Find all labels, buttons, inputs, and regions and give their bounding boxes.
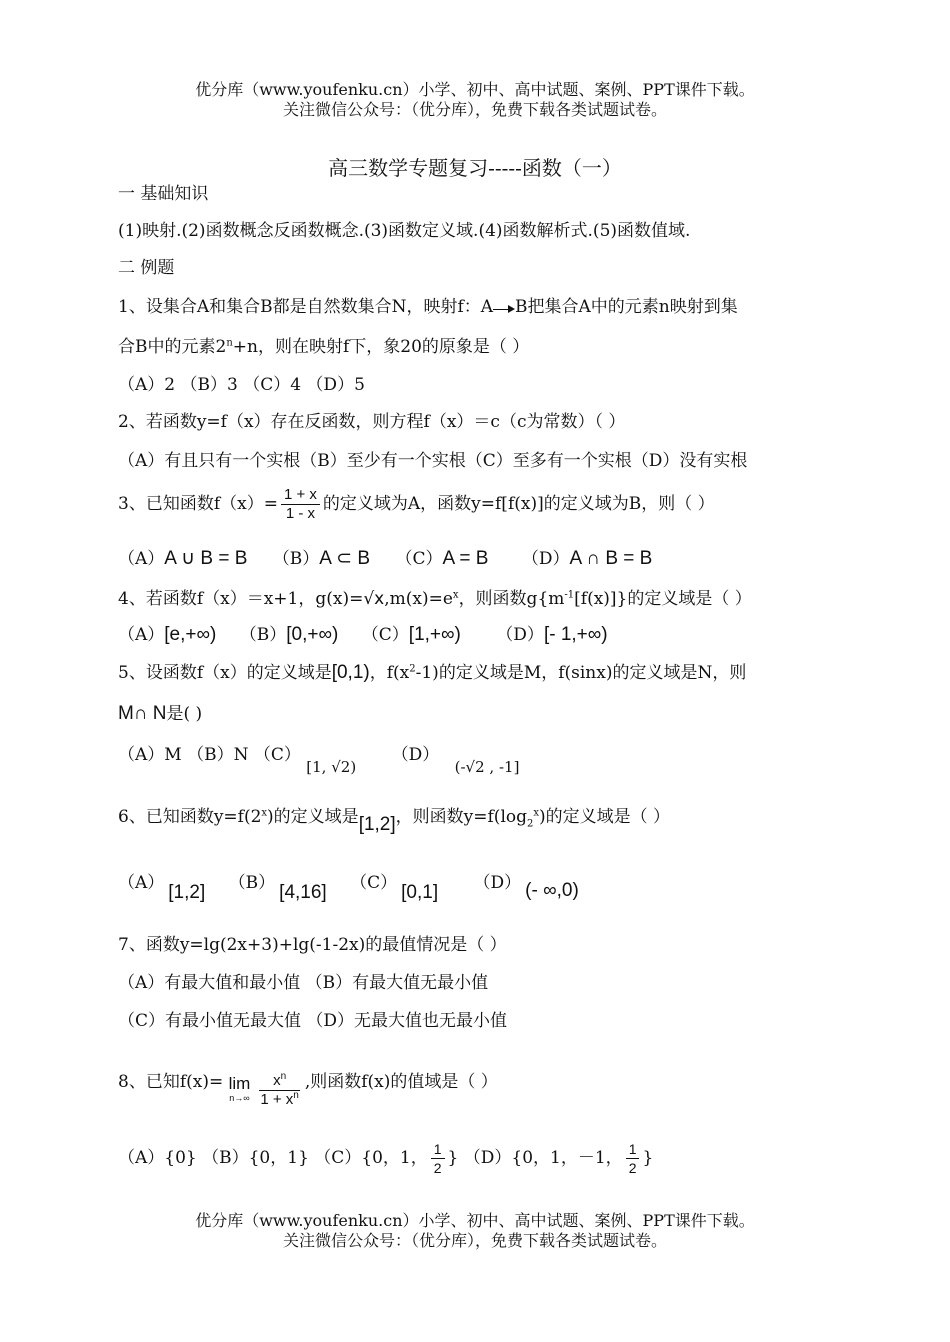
q4-sup: x: [452, 589, 459, 601]
q3-option-c: A = B: [442, 548, 489, 569]
q8-lim: [228, 1073, 251, 1105]
q8-fraction: [257, 1072, 302, 1109]
q3-option-d: A ∩ B = B: [569, 548, 653, 569]
q4-option-b: [0,+∞): [286, 624, 339, 645]
question-7-text: 7、函数y=lg(2x+3)+lg(-1-2x)的最值情况是（ ）: [118, 935, 507, 955]
question-1-options: （A）2 （B）3 （C）4 （D）5: [118, 375, 365, 395]
q4-option-a: [e,+∞): [164, 624, 217, 645]
q8-den-text: 1 + x: [260, 1091, 294, 1108]
question-4-options: [118, 624, 608, 646]
q5-sup: 2: [409, 663, 416, 675]
q8-half-c-num: 1: [431, 1140, 445, 1159]
q1-text-b: B把集合A中的元素n映射到集: [515, 297, 738, 317]
q6-option-b-label: （B）: [228, 873, 276, 893]
q8-post: ,则函数f(x)的值域是（ ）: [304, 1072, 498, 1092]
q6-option-a-label: （A）: [118, 873, 165, 893]
question-7-options-2: （C）有最小值无最大值 （D）无最大值也无最小值: [118, 1011, 508, 1031]
q4-option-b-label: （B）: [239, 625, 287, 645]
page-title: 高三数学专题复习-----函数（一）: [328, 156, 622, 180]
question-6-text: [118, 806, 671, 835]
q8-options-abc: （A）{0} （B）{0，1} （C）{0，1，: [118, 1148, 428, 1168]
q4-option-d: [- 1,+∞): [543, 624, 608, 645]
mapping-arrow-icon: [493, 303, 515, 313]
q6-option-c-label: （C）: [350, 873, 398, 893]
q6-domain: [1,2]: [358, 814, 396, 835]
question-7-options-1: （A）有最大值和最小值 （B）有最大值无最小值: [118, 973, 489, 993]
q3-numerator: 1 + x: [281, 486, 320, 505]
section-heading-examples: 二 例题: [118, 258, 175, 278]
question-3-options: [118, 548, 652, 570]
question-8-options: [118, 1140, 653, 1177]
question-6-options: [118, 872, 579, 903]
question-5-line-2: [118, 703, 202, 725]
q8-den-sup: n: [293, 1090, 299, 1101]
question-1-line-1: [118, 296, 738, 318]
question-4-text: [118, 588, 752, 610]
q8-lim-sub: n→∞: [229, 1092, 250, 1103]
q3-post: 的定义域为A，函数y=f[f(x)]的定义域为B，则（ ）: [322, 494, 715, 514]
q4-pre: 4、若函数f（x）＝x+1，g(x)=: [118, 589, 364, 609]
basics-list: (1)映射.(2)函数概念反函数概念.(3)函数定义域.(4)函数解析式.(5)函数值域.: [118, 221, 691, 241]
q6-post2: )的定义域是（ ）: [539, 807, 671, 827]
q5-line2: 是( ): [166, 704, 203, 724]
q1-text-a: 1、设集合A和集合B都是自然数集合N，映射f：A: [118, 297, 494, 317]
question-2-options: （A）有且只有一个实根（B）至少有一个实根（C）至多有一个实根（D）没有实根: [118, 451, 748, 471]
q8-limit-expression: [229, 1072, 305, 1109]
q4-option-c: [1,+∞): [408, 624, 461, 645]
question-5-options: [118, 744, 520, 776]
q4-post2: [f(x)]}的定义域是（ ）: [574, 589, 752, 609]
q1-sup: n: [226, 337, 233, 349]
footer-line-1: 优分库（www.youfenku.cn）小学、初中、高中试题、案例、PPT课件下载。: [195, 1211, 755, 1230]
q8-pre: 8、已知f(x)=: [118, 1072, 224, 1092]
q3-option-a-label: （A）: [118, 549, 165, 569]
q5-option-c: [1, √2): [306, 758, 357, 776]
q8-num-x: x: [273, 1072, 281, 1089]
q6-sup2: x: [533, 807, 540, 819]
q8-half-d-num: 1: [626, 1140, 640, 1159]
q4-option-d-label: （D）: [496, 625, 544, 645]
q5-domain: [0,1): [331, 662, 370, 683]
question-8-text: [118, 1064, 498, 1108]
q8-option-d: （D）{0，1，－1，: [463, 1148, 623, 1168]
question-2-text: 2、若函数y=f（x）存在反函数，则方程f（x）＝c（c为常数）（ ）: [118, 412, 626, 432]
q8-denominator: [257, 1091, 302, 1109]
q6-sup: x: [261, 807, 268, 819]
q4-post1: ，则函数g{m: [458, 589, 565, 609]
q5-post: -1)的定义域是M，f(sinx)的定义域是N，则: [415, 663, 747, 683]
q3-option-c-label: （C）: [395, 549, 443, 569]
q8-option-d-end: }: [642, 1148, 654, 1168]
q8-half-c-den: 2: [433, 1160, 442, 1176]
q5-mid: ，f(x: [369, 663, 410, 683]
q3-option-d-label: （D）: [521, 549, 570, 569]
q5-option-d: (-√2 , -1]: [454, 758, 520, 776]
q5-pre: 5、设函数f（x）的定义域是: [118, 663, 332, 683]
q1-line2-a: 合B中的元素2: [118, 337, 227, 357]
q8-half-d-den: 2: [628, 1160, 637, 1176]
q4-sqrt: √x: [363, 589, 385, 609]
question-3-text: [118, 486, 715, 523]
q6-option-a: [1,2]: [168, 882, 206, 903]
q8-num-sup: n: [280, 1071, 287, 1082]
q4-sup2: -1: [564, 589, 575, 601]
q3-option-b: A ⊂ B: [319, 548, 371, 569]
header-line-1: 优分库（www.youfenku.cn）小学、初中、高中试题、案例、PPT课件下载。: [195, 80, 755, 99]
question-1-line-2: [118, 336, 529, 358]
section-heading-basics: 一 基础知识: [118, 184, 209, 204]
q5-options-abc: （A）M （B）N （C）: [118, 745, 301, 765]
q3-denominator: 1 - x: [285, 505, 316, 522]
q3-fraction: [281, 486, 320, 523]
q3-option-b-label: （B）: [272, 549, 320, 569]
q5-option-d-label: （D）: [391, 745, 440, 765]
q6-option-d: (- ∞,0): [525, 880, 579, 901]
q8-half-c: [431, 1140, 445, 1177]
q8-numerator: [259, 1072, 300, 1091]
q4-option-c-label: （C）: [361, 625, 409, 645]
q8-lim-text: lim: [228, 1073, 251, 1093]
q6-post1: ，则函数y=f(log: [395, 807, 527, 827]
q6-option-b: [4,16]: [279, 882, 327, 903]
q8-option-c-end: }: [447, 1148, 459, 1168]
footer-line-2: 关注微信公众号：（优分库），免费下载各类试题试卷。: [282, 1231, 667, 1250]
q6-option-c: [0,1]: [401, 882, 439, 903]
q8-half-d: [626, 1140, 640, 1177]
q3-option-a: A ∪ B = B: [164, 548, 248, 569]
q1-line2-b: +n，则在映射f下，象20的原象是（ ）: [232, 337, 530, 357]
header-line-2: 关注微信公众号：（优分库），免费下载各类试题试卷。: [282, 100, 667, 119]
question-5-line-1: [118, 662, 746, 684]
q6-mid: )的定义域是: [267, 807, 359, 827]
q6-pre: 6、已知函数y=f(2: [118, 807, 262, 827]
q5-intersection: M∩ N: [118, 703, 167, 724]
q4-mid: ,m(x)=e: [384, 589, 453, 609]
q4-option-a-label: （A）: [118, 625, 165, 645]
q6-sub: 2: [527, 818, 534, 830]
q3-pre: 3、已知函数f（x）=: [118, 494, 278, 514]
q6-option-d-label: （D）: [473, 873, 522, 893]
